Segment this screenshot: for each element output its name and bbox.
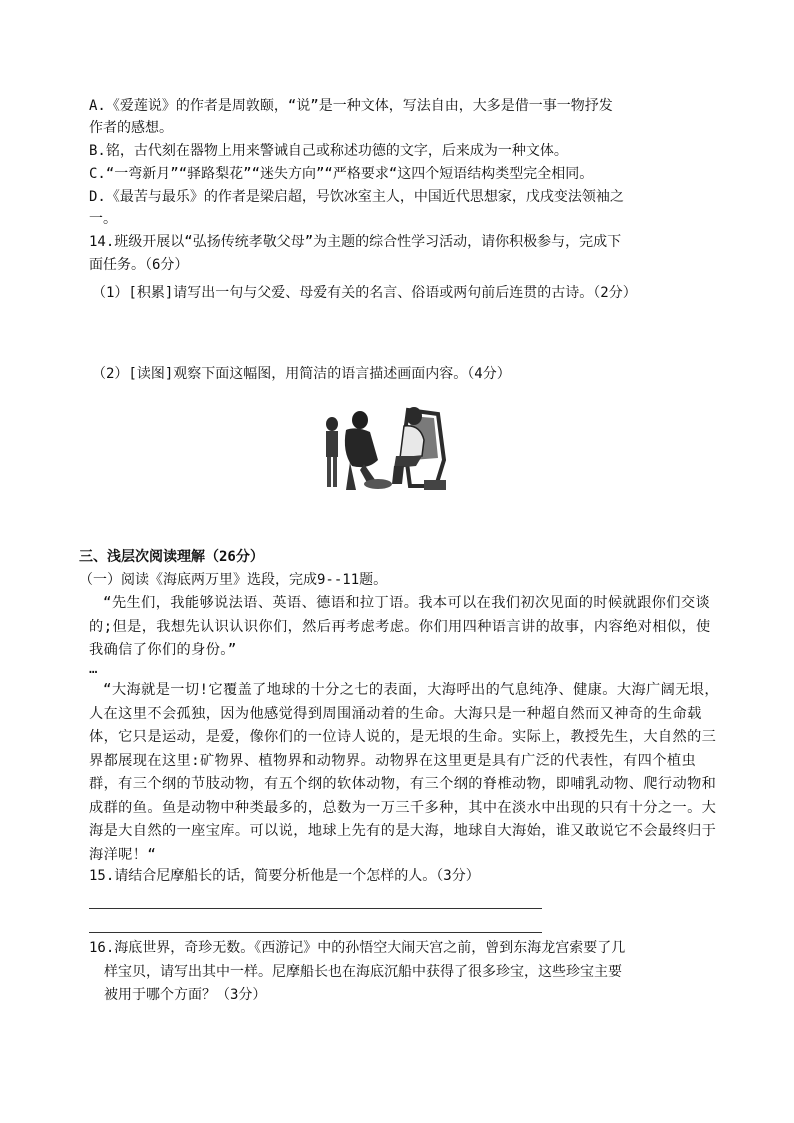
option-b: B.铭，古代刻在器物上用来警诫自己或称述功德的文字，后来成为一种文体。 — [89, 143, 568, 159]
question-15: 15.请结合尼摩船长的话，简要分析他是一个怎样的人。（3分） — [89, 868, 480, 884]
option-d-line2: 一。 — [89, 211, 117, 227]
answer-line-2[interactable] — [89, 932, 542, 933]
option-d-line1: D.《最苦与最乐》的作者是梁启超，号饮冰室主人，中国近代思想家，戊戌变法领袖之 — [89, 189, 624, 205]
option-a-line1: A.《爱莲说》的作者是周敦颐，“说”是一种文体，写法自由，大多是借一事一物抒发 — [89, 98, 613, 114]
section-3-part1-intro: （一）阅读《海底两万里》选段，完成9--11题。 — [79, 572, 388, 588]
answer-line-1[interactable] — [89, 908, 542, 909]
passage-paragraph-2: “大海就是一切!它覆盖了地球的十分之七的表面，大海呼出的气息纯净、健康。大海广阔无垠，人在这里不会孤独，因为他感觉得到周围涌动着的生命。大海只是一种超自然而又神奇的生命载体，它只是运动，是爱，像你们的一位诗人说的，是无垠的生命。实际上，教授先生，大自然的三界都展现在这里:矿物界、植物界和动物界。动物界在这里更是具有广泛的代表性，有四个植虫群，有三个纲的节肢动物，有五个纲的软体动物，有三个纲的脊椎动物，即哺乳动物、爬行动物和成群的鱼。鱼是动物中种类最多的，总数为一万三千多种，其中在淡水中出现的只有十分之一。大海是大自然的一座宝库。可以说，地球上先有的是大海，地球自大海始，谁又敢说它不会最终归于海洋呢！“ — [89, 682, 719, 863]
question-14-sub2: （2）[读图]观察下面这幅图，用简洁的语言描述画面内容。（4分） — [92, 366, 511, 382]
question-16-line2: 样宝贝，请写出其中一样。尼摩船长也在海底沉船中获得了很多珍宝，这些珍宝主要 — [104, 964, 622, 980]
passage-paragraph-1: “先生们，我能够说法语、英语、德语和拉丁语。我本可以在我们初次见面的时候就跟你们交谈的;但是，我想先认识认识你们，然后再考虑考虑。你们用四种语言讲的故事，内容绝对相似，使我确信了你们的身份。” — [89, 595, 711, 658]
option-c: C.“一弯新月”“驿路梨花”“迷失方向”“严格要求“这四个短语结构类型完全相同。 — [89, 166, 594, 182]
passage-ellipsis: … — [89, 661, 98, 677]
question-14-sub1: （1）[积累]请写出一句与父爱、母爱有关的名言、俗语或两句前后连贯的古诗。（2分） — [92, 285, 637, 301]
question-14-line1: 14.班级开展以“弘扬传统孝敬父母”为主题的综合性学习活动，请你积极参与，完成下 — [89, 234, 622, 250]
option-a-line2: 作者的感想。 — [89, 120, 173, 136]
section-3-heading: 三、浅层次阅读理解（26分） — [79, 549, 264, 565]
question-14-line2: 面任务。（6分） — [89, 257, 189, 273]
question-16-line3: 被用于哪个方面？（3分） — [104, 987, 267, 1003]
family-illustration-icon — [312, 400, 452, 496]
question-16-line1: 16.海底世界，奇珍无数。《西游记》中的孙悟空大闹天宫之前，曾到东海龙宫索要了几 — [89, 940, 626, 956]
